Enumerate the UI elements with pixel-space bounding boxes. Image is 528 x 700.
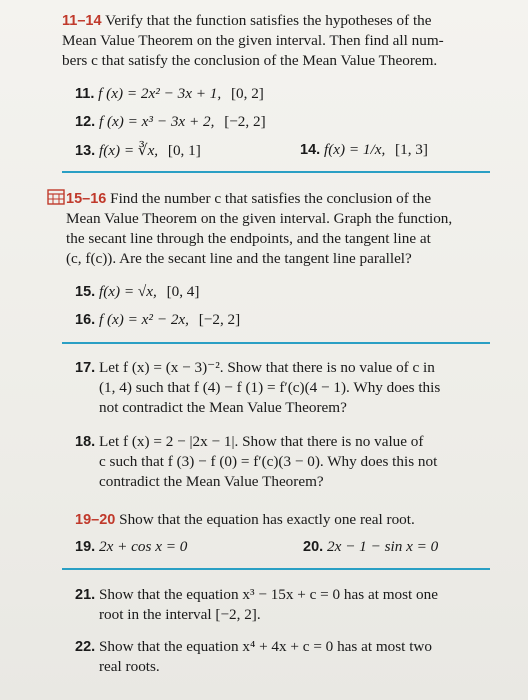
- problem-interval: [0, 2]: [230, 85, 264, 102]
- problem-text: Show that the equation x³ − 15x + c = 0 has at most one: [98, 586, 438, 603]
- problem-number: 22.: [75, 639, 96, 655]
- problem-expression: f (x) = x² − 2x,: [98, 311, 189, 328]
- instruction-line: bers c that satisfy the conclusion of the Mean Value Theorem.: [62, 52, 438, 69]
- problem-number: 21.: [75, 587, 96, 603]
- problem-expression: f (x) = x³ − 3x + 2,: [98, 113, 215, 130]
- problem-text: contradict the Mean Value Theorem?: [99, 473, 324, 490]
- problem-interval: [−2, 2]: [198, 311, 241, 328]
- problem-interval: [1, 3]: [395, 141, 428, 158]
- problem-interval: [0, 1]: [167, 142, 201, 159]
- problem-17: [75, 358, 440, 418]
- problem-text: (1, 4) such that f (4) − f (1) = f′(c)(4 − 1). Why does this: [99, 379, 441, 396]
- problem-text: real roots.: [99, 658, 160, 675]
- problem-14: [300, 141, 428, 159]
- problem-number: 11.: [75, 86, 95, 102]
- problem-13: [75, 141, 201, 160]
- instruction-line: Verify that the function satisfies the hypotheses of the: [105, 12, 432, 29]
- section-19-20-instruction: [75, 510, 415, 530]
- graphing-calculator-icon: [47, 189, 65, 205]
- section-11-14-instruction: [62, 11, 444, 71]
- problem-number: 19.: [75, 539, 96, 555]
- problem-number: 17.: [75, 360, 96, 376]
- problem-20: [303, 538, 438, 556]
- problem-22: [75, 637, 432, 677]
- section-divider: [62, 342, 490, 344]
- problem-number: 20.: [303, 539, 324, 555]
- problem-16: [75, 311, 240, 329]
- problem-expression: f (x) = 2x² − 3x + 1,: [98, 85, 222, 102]
- problem-number: 12.: [75, 114, 96, 130]
- problem-text: Let f (x) = (x − 3)⁻². Show that there is no value of c in: [98, 359, 435, 376]
- problem-number: 16.: [75, 312, 96, 328]
- problem-expression: f(x) = √x,: [98, 283, 157, 300]
- problem-11: [75, 85, 264, 103]
- section-range: 11–14: [62, 13, 102, 29]
- problem-text: root in the interval [−2, 2].: [99, 606, 261, 623]
- problem-12: [75, 113, 266, 131]
- problem-number: 18.: [75, 434, 96, 450]
- problem-text: Show that the equation x⁴ + 4x + c = 0 has at most two: [98, 638, 432, 655]
- section-range: 19–20: [75, 512, 116, 528]
- problem-18: [75, 432, 437, 492]
- problem-21: [75, 585, 438, 625]
- problem-expression: 2x − 1 − sin x = 0: [326, 538, 439, 555]
- section-divider: [62, 568, 490, 570]
- problem-expression: f(x) = ∛x,: [98, 142, 159, 159]
- instruction-line: (c, f(c)). Are the secant line and the tangent line parallel?: [66, 250, 412, 267]
- problem-expression: f(x) = 1/x,: [323, 141, 386, 158]
- problem-19: [75, 538, 187, 556]
- instruction-line: Mean Value Theorem on the given interval. Graph the function,: [66, 210, 453, 227]
- instruction-line: Show that the equation has exactly one real root.: [119, 511, 415, 528]
- problem-text: not contradict the Mean Value Theorem?: [99, 399, 347, 416]
- section-15-16-instruction: [66, 189, 452, 269]
- instruction-line: Mean Value Theorem on the given interval. Then find all num-: [62, 32, 444, 49]
- problem-interval: [−2, 2]: [224, 113, 266, 130]
- section-range: 15–16: [66, 191, 107, 207]
- section-divider: [62, 171, 490, 173]
- problem-15: [75, 283, 199, 301]
- problem-number: 14.: [300, 142, 321, 158]
- problem-expression: 2x + cos x = 0: [98, 538, 188, 555]
- problem-text: Let f (x) = 2 − |2x − 1|. Show that there is no value of: [98, 433, 424, 450]
- instruction-line: the secant line through the endpoints, and the tangent line at: [66, 230, 431, 247]
- problem-text: c such that f (3) − f (0) = f′(c)(3 − 0). Why does this not: [99, 453, 438, 470]
- problem-number: 13.: [75, 143, 96, 159]
- instruction-line: Find the number c that satisfies the conclusion of the: [110, 190, 432, 207]
- problem-interval: [0, 4]: [166, 283, 200, 300]
- problem-number: 15.: [75, 284, 96, 300]
